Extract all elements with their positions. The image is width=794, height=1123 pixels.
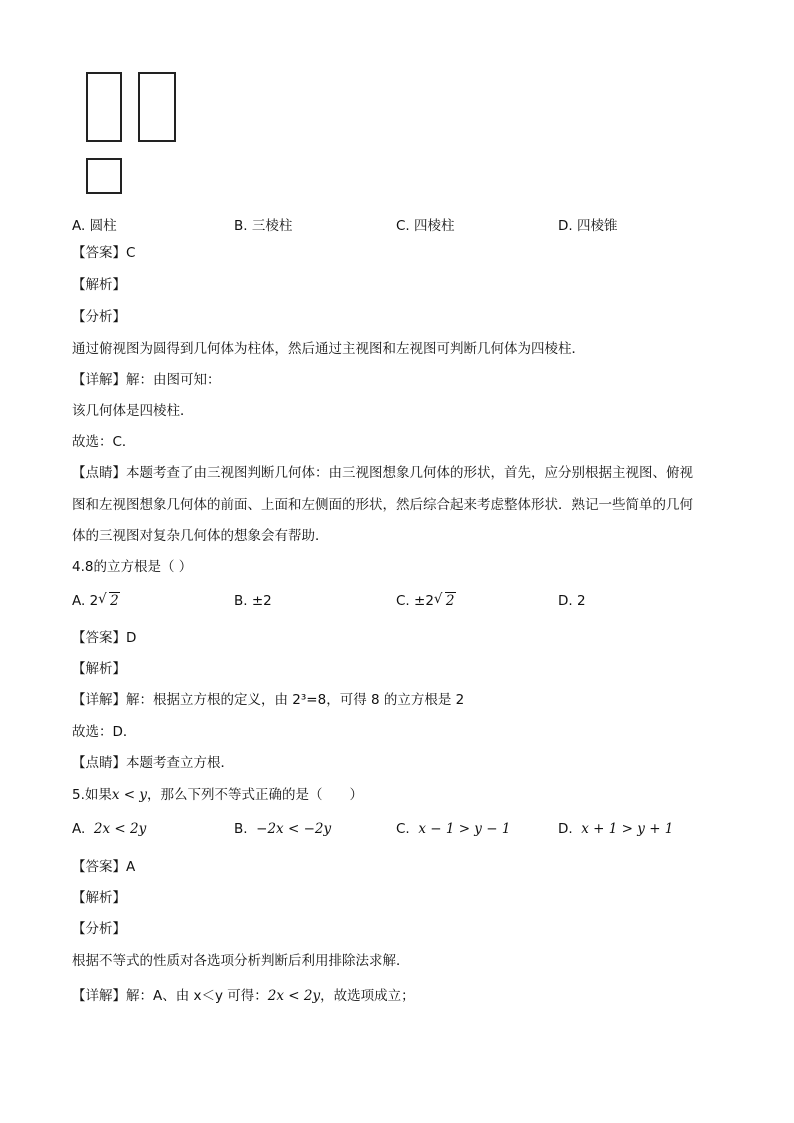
q4-option-a-sqrt <box>98 593 120 609</box>
q4-option-a-radicand: 2 <box>110 593 119 609</box>
q5-detail-math: 2x < 2y <box>267 988 321 1004</box>
top-view-square <box>86 158 122 194</box>
q5-option-b <box>234 821 331 837</box>
q5-option-a-letter: A. <box>72 821 86 837</box>
q5-option-c-letter: C. <box>396 821 410 837</box>
q4-answer: 【答案】D <box>72 630 137 646</box>
side-view-rectangle <box>138 72 176 142</box>
q5-options <box>72 821 752 839</box>
q3-detail-heading: 【详解】解：由图可知： <box>72 372 221 388</box>
three-view-figure <box>80 68 190 200</box>
q3-option-a: A. 圆柱 <box>72 218 117 234</box>
q4-analysis-heading: 【解析】 <box>72 661 126 677</box>
q3-comment-line-3: 体的三视图对复杂几何体的想象会有帮助． <box>72 528 329 544</box>
q3-option-c: C. 四棱柱 <box>396 218 455 234</box>
q4-option-a <box>72 593 120 609</box>
q4-stem: 4.8的立方根是（ ） <box>72 559 193 575</box>
q4-option-b: B. ±2 <box>234 593 272 609</box>
q3-comment-line-1: 【点睛】本题考查了由三视图判断几何体：由三视图想象几何体的形状，首先，应分别根据主视图、俯视 <box>72 465 693 481</box>
q5-option-c <box>396 821 510 837</box>
q5-option-d-letter: D. <box>558 821 573 837</box>
q4-option-d: D. 2 <box>558 593 586 609</box>
q3-options <box>72 214 752 232</box>
front-view-rectangle <box>86 72 122 142</box>
q5-detail-suffix: ，故选项成立； <box>320 988 415 1004</box>
q5-option-d-math: x + 1 > y + 1 <box>581 821 674 837</box>
radical-sign-icon: √ <box>433 591 443 607</box>
q5-detail <box>72 987 415 1005</box>
q3-detail-line-2: 故选：C． <box>72 434 136 450</box>
q3-analysis-heading: 【解析】 <box>72 277 126 293</box>
q3-detail-line-1: 该几何体是四棱柱． <box>72 403 194 419</box>
q3-answer: 【答案】C <box>72 245 136 261</box>
q5-analysis-subheading: 【分析】 <box>72 921 126 937</box>
q4-comment: 【点睛】本题考查立方根． <box>72 755 234 771</box>
q4-options <box>72 593 752 611</box>
q4-option-c <box>396 593 456 609</box>
q5-answer: 【答案】A <box>72 859 136 875</box>
q4-detail: 【详解】解：根据立方根的定义，由 2³=8，可得 8 的立方根是 2 <box>72 692 465 708</box>
q5-stem-prefix: 5.如果 <box>72 787 112 803</box>
q5-option-c-math: x − 1 > y − 1 <box>418 821 511 837</box>
q4-option-c-sqrt <box>434 593 456 609</box>
q5-option-b-letter: B. <box>234 821 248 837</box>
q4-option-a-prefix: A. 2 <box>72 593 99 609</box>
q3-option-d: D. 四棱锥 <box>558 218 618 234</box>
q5-option-b-math: −2x < −2y <box>256 821 332 837</box>
q3-comment-line-2: 图和左视图想象几何体的前面、上面和左侧面的形状，然后综合起来考虑整体形状．熟记一些简单的几何 <box>72 497 693 513</box>
q4-select: 故选：D． <box>72 724 137 740</box>
q4-option-c-radicand: 2 <box>445 593 455 609</box>
q3-analysis-subheading: 【分析】 <box>72 309 126 325</box>
q5-stem-suffix: ，那么下列不等式正确的是（ ） <box>147 787 364 803</box>
q5-option-a-math: 2x < 2y <box>93 821 147 837</box>
q5-option-a <box>72 821 146 837</box>
q3-analysis-text: 通过俯视图为圆得到几何体为柱体，然后通过主视图和左视图可判断几何体为四棱柱． <box>72 341 585 357</box>
q5-stem-math: x < y <box>111 787 148 803</box>
q5-stem <box>72 786 363 804</box>
q3-option-b: B. 三棱柱 <box>234 218 293 234</box>
q5-detail-prefix: 【详解】解：A、由 x＜y 可得： <box>72 988 268 1004</box>
radical-sign-icon: √ <box>98 591 107 607</box>
q5-option-d <box>558 821 673 837</box>
q5-analysis-text: 根据不等式的性质对各选项分析判断后利用排除法求解． <box>72 953 410 969</box>
q5-analysis-heading: 【解析】 <box>72 890 126 906</box>
q4-option-c-prefix: C. ±2 <box>396 593 434 609</box>
